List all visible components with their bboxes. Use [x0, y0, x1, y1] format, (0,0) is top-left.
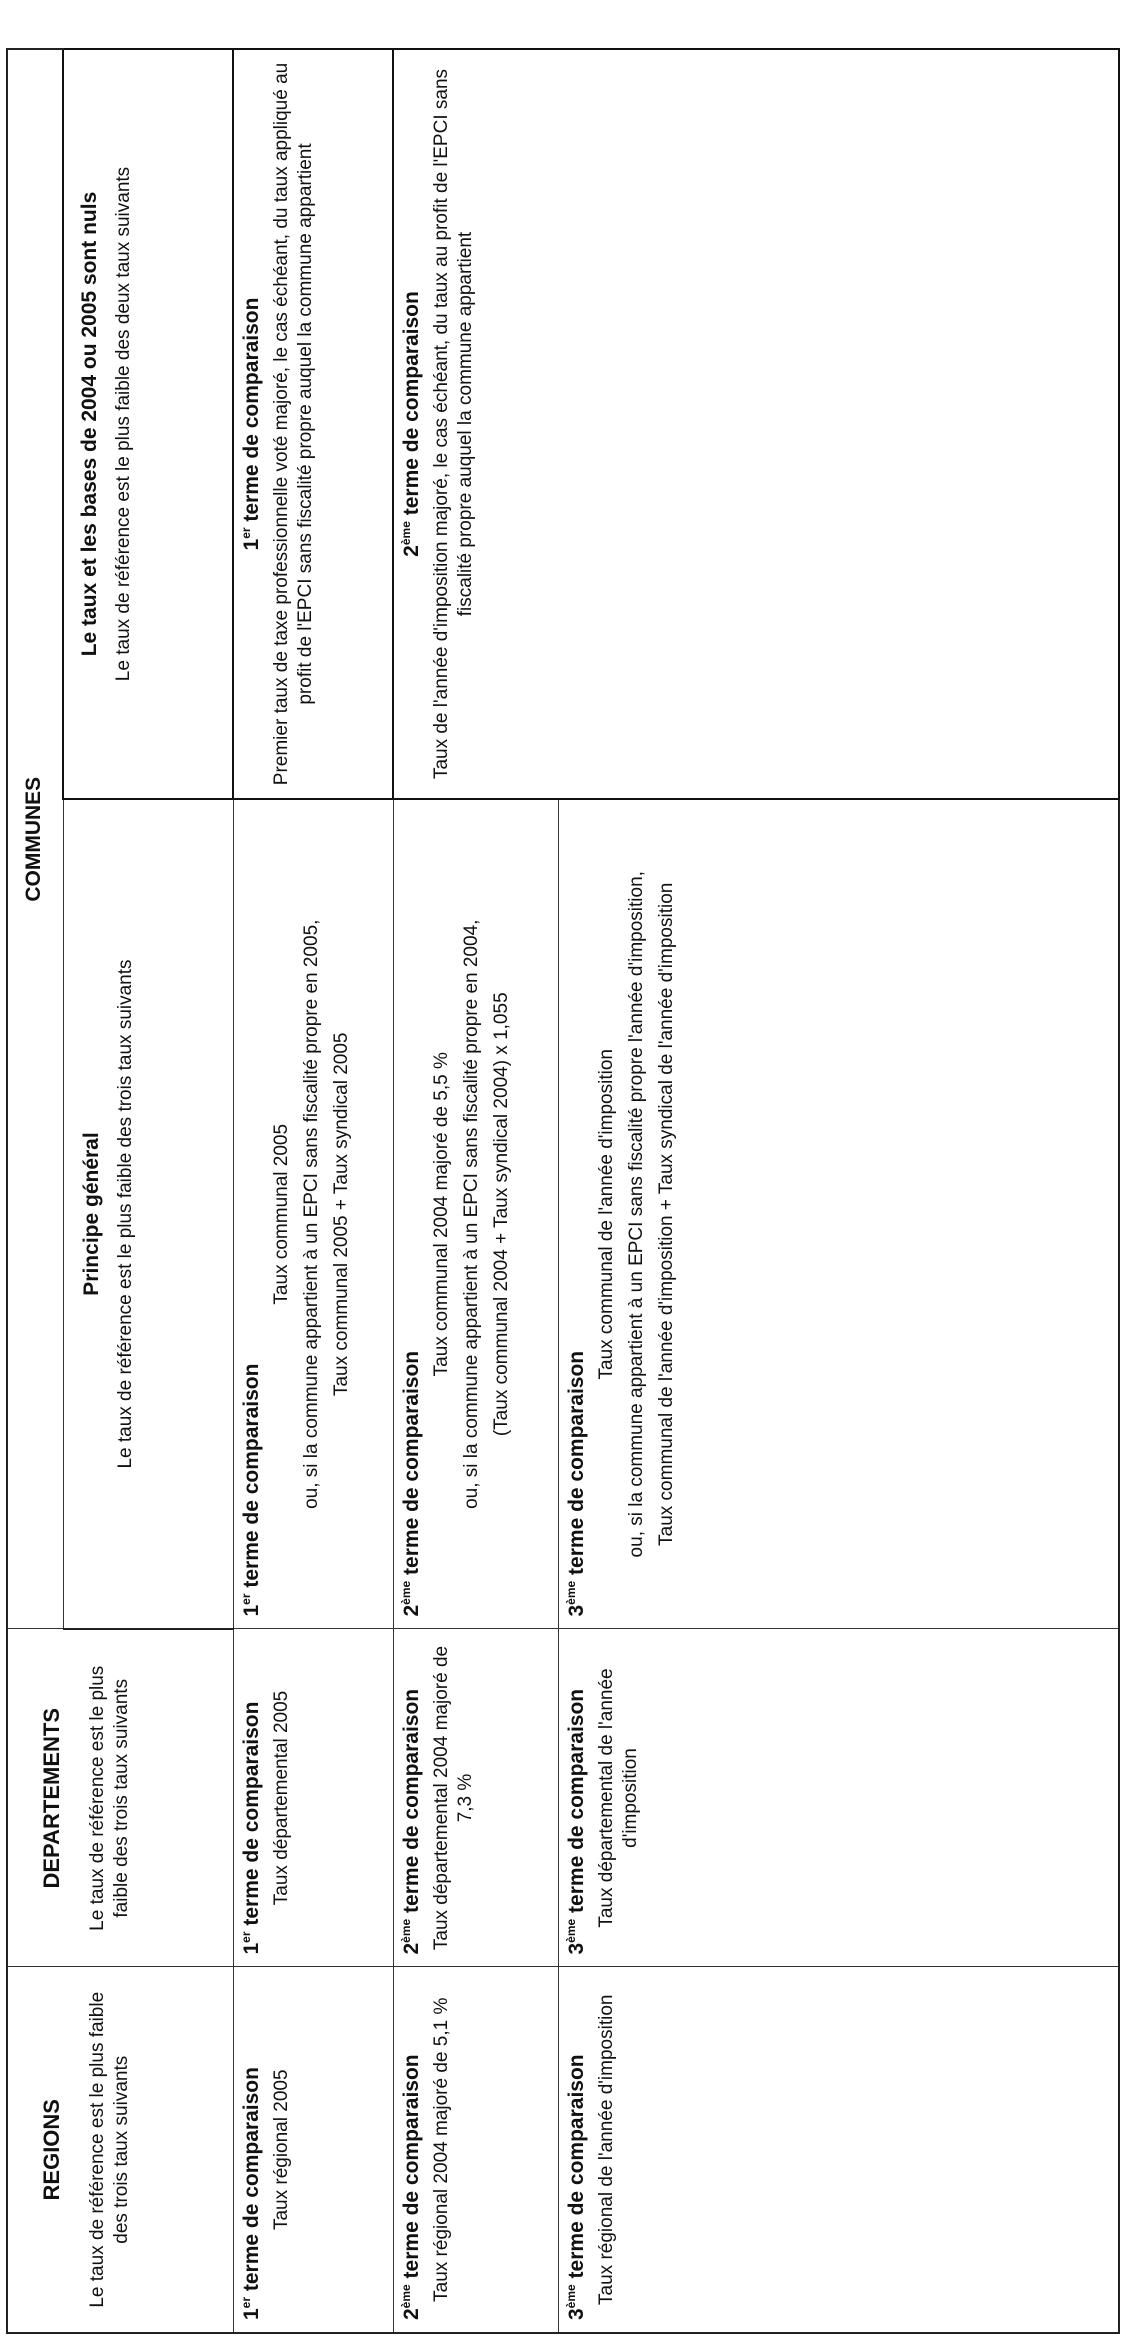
principe-term3-line3: Taux communal de l'année d'imposition + Taux syndical de l'année d'imposition [655, 882, 677, 1546]
principe-term3-line2: ou, si la commune appartient à un EPCI sans fiscalité propre l'année d'imposition, [625, 871, 647, 1558]
regions-intro: Le taux de référence est le plus faible des trois taux suivants [87, 1991, 132, 2308]
regions-title: REGIONS [39, 2099, 64, 2201]
taux-nuls-intro: Le taux de référence est le plus faible des deux taux suivants [113, 166, 134, 682]
principe-term3-cell [558, 799, 1119, 1629]
taux-nuls-term1-cell [233, 49, 393, 799]
principe-term1-cell [233, 799, 393, 1629]
principe-term2-line3: (Taux communal 2004 + Taux syndical 2004) x 1,055 [490, 992, 512, 1437]
departements-term2-text: Taux départemental 2004 majoré de 7,3 % [430, 1645, 476, 1951]
departements-header-cell [7, 1629, 233, 1967]
term1-heading: 1er terme de comparaison [238, 1363, 263, 1617]
departements-term1-text: Taux départemental 2005 [270, 1690, 292, 1906]
table-header-row [7, 49, 63, 2333]
principe-title: Principe général [79, 1132, 103, 1296]
departements-term2-cell [393, 1629, 558, 1967]
taux-nuls-term2-text: Taux de l'année d'imposition majoré, le cas échéant, du taux au profit de l'EPCI sans fiscalité propre auquel la commune appartient [431, 68, 476, 780]
term1-heading: 1er terme de comparaison [238, 1701, 263, 1955]
regions-term3-text: Taux régional de l'année d'imposition [595, 1994, 617, 2305]
taux-nuls-term2-cell [393, 49, 1119, 799]
term3-heading: 3ème terme de comparaison [563, 1350, 588, 1617]
reference-rate-table [6, 48, 1120, 2334]
principe-header-cell [63, 799, 233, 1629]
principe-term3-line1: Taux communal de l'année d'imposition [595, 1049, 617, 1380]
regions-term3-cell [558, 1967, 1119, 2333]
regions-header-cell [7, 1967, 233, 2333]
departements-term1-cell [233, 1629, 393, 1967]
regions-term1-cell [233, 1967, 393, 2333]
term2-heading: 2ème terme de comparaison [399, 291, 423, 557]
departements-term3-cell [558, 1629, 1119, 1967]
principe-intro: Le taux de référence est le plus faible des trois taux suivants [114, 959, 136, 1469]
term-2-row [393, 49, 558, 2333]
principe-term1-line2: ou, si la commune appartient à un EPCI sans fiscalité propre en 2005, [300, 919, 322, 1509]
departements-intro: Le taux de référence est le plus faible des trois taux suivants [87, 1665, 132, 1931]
term2-heading: 2ème terme de comparaison [398, 1688, 423, 1955]
term1-heading: 1er terme de comparaison [239, 297, 263, 551]
term-1-row [233, 49, 393, 2333]
term3-heading: 3ème terme de comparaison [563, 1688, 588, 1955]
communes-title: COMMUNES [22, 776, 45, 902]
regions-term2-cell [393, 1967, 558, 2333]
term1-heading: 1er terme de comparaison [238, 2067, 263, 2320]
principe-term1-line3: Taux communal 2005 + Taux syndical 2005 [330, 1032, 352, 1397]
taux-nuls-term1-text: Premier taux de taxe professionnelle voté majoré, le cas échéant, du taux appliqué au profit de l'EPCI sans fiscalité propre auquel la commune appartient [271, 62, 316, 786]
term2-heading: 2ème terme de comparaison [398, 1350, 423, 1617]
taux-nuls-title: Le taux et les bases de 2004 ou 2005 sont nuls [78, 191, 101, 657]
taux-nuls-header-cell [63, 49, 233, 799]
regions-term1-text: Taux régional 2005 [270, 2069, 292, 2231]
departements-title: DEPARTEMENTS [39, 1708, 64, 1889]
principe-term2-cell [393, 799, 558, 1629]
term3-heading: 3ème terme de comparaison [563, 2054, 588, 2320]
communes-header-cell [7, 49, 63, 1629]
rotated-table-container [6, 50, 1120, 2334]
departements-term3-text: Taux départemental de l'année d'imposition [595, 1668, 641, 1928]
regions-term2-text: Taux régional 2004 majoré de 5,1 % [430, 1997, 452, 2302]
principe-term2-line2: ou, si la commune appartient à un EPCI sans fiscalité propre en 2004, [460, 919, 482, 1509]
principe-term1-line1: Taux communal 2005 [270, 1123, 292, 1305]
principe-term2-line1: Taux communal 2004 majoré de 5,5 % [430, 1052, 452, 1377]
term2-heading: 2ème terme de comparaison [398, 2054, 423, 2320]
